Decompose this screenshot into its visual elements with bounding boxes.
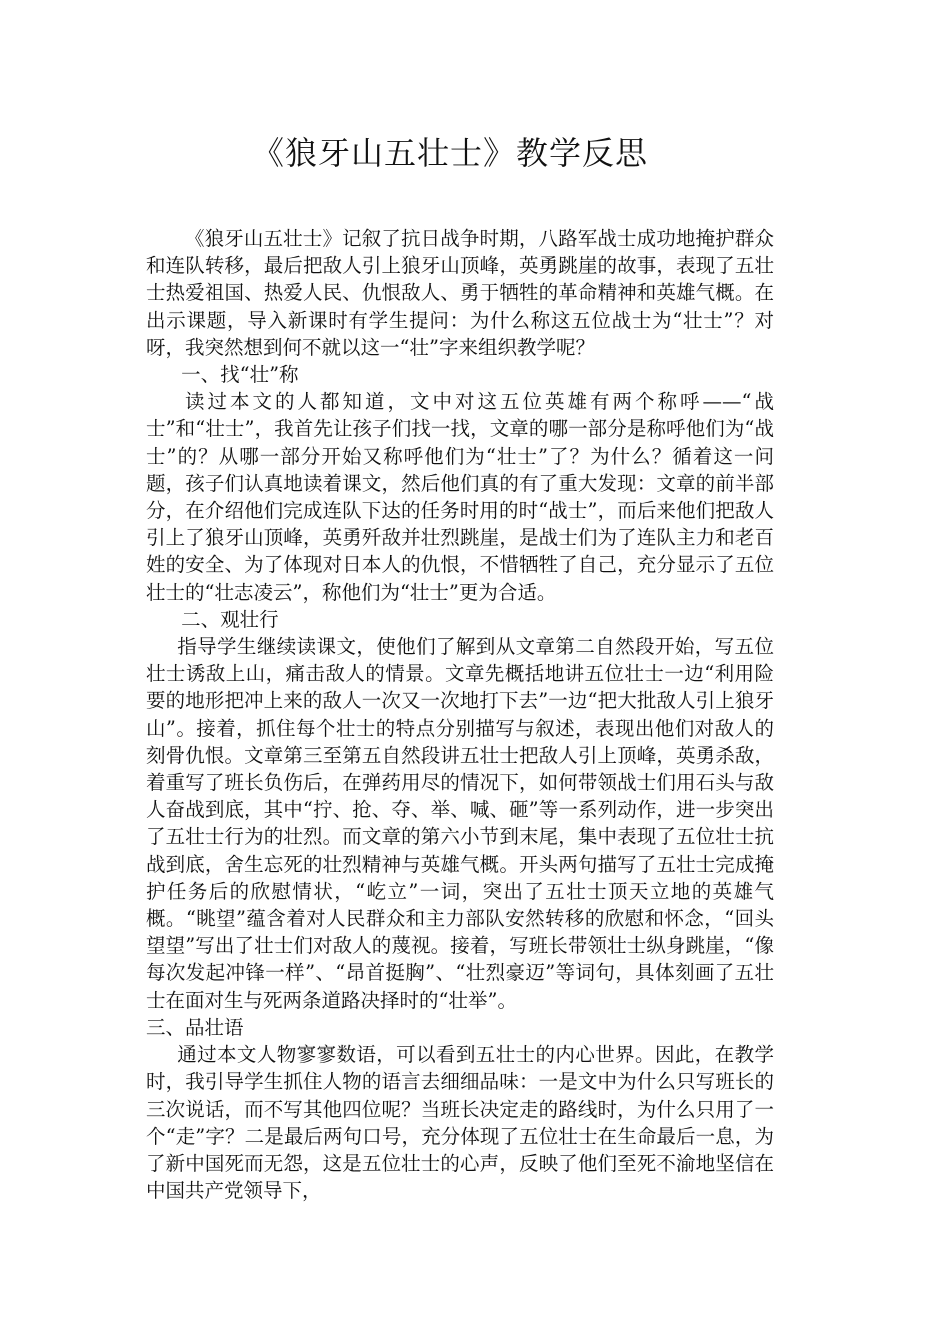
section-heading-3: 三、品壮语 — [146, 1015, 244, 1039]
document-title: 《狼牙山五壮士》教学反思 — [251, 134, 648, 172]
section-paragraph-3: 通过本文人物寥寥数语，可以看到五壮士的内心世界。因此，在教学时，我引导学生抓住人物的语言去细细品味：一是文中为什么只写班长的三次说话，而不写其他四位呢？当班长决定走的路线时，为什么只用了一个“走”字？二是最后两句口号，充分体现了五位壮士在生命最后一息，为了新中国死而无怨，这是五位壮士的心声，反映了他们至死不渝地坚信在中国共产党领导下， — [146, 1043, 774, 1203]
section-heading-1: 一、找“壮”称 — [181, 363, 299, 387]
section-paragraph-1: 读过本文的人都知道，文中对这五位英雄有两个称呼——“战士”和“壮士”，我首先让孩子们找一找，文章的哪一部分是称呼他们为“战士”的？从哪一部分开始又称呼他们为“壮士”了？为什么？循着这一问题，孩子们认真地读着课文，然后他们真的有了重大发现：文章的前半部分，在介绍他们完成连队下达的任务时用的时“战士”，而后来他们把敌人引上了狼牙山顶峰，英勇歼敌并壮烈跳崖，是战士们为了连队主力和老百姓的安全、为了体现对日本人的仇恨，不惜牺牲了自己，充分显示了五位壮士的“壮志凌云”，称他们为“壮士”更为合适。 — [146, 390, 774, 604]
intro-paragraph: 《狼牙山五壮士》记叙了抗日战争时期，八路军战士成功地掩护群众和连队转移，最后把敌人引上狼牙山顶峰，英勇跳崖的故事，表现了五壮士热爱祖国、热爱人民、仇恨敌人、勇于牺牲的革命精神和英雄气概。在出示课题，导入新课时有学生提问：为什么称这五位战士为“壮士”？对呀，我突然想到何不就以这一“壮”字来组织教学呢？ — [146, 227, 774, 359]
section-heading-2: 二、观壮行 — [181, 607, 279, 631]
document-body — [146, 225, 774, 1204]
section-paragraph-2: 指导学生继续读课文，使他们了解到从文章第二自然段开始，写五位壮士诱敌上山，痛击敌人的情景。文章先概括地讲五位壮士一边“利用险要的地形把冲上来的敌人一次又一次地打下去”一边“把大批敌人引上狼牙山”。接着，抓住每个壮士的特点分别描写与叙述，表现出他们对敌人的刻骨仇恨。文章第三至第五自然段讲五壮士把敌人引上顶峰，英勇杀敌，着重写了班长负伤后，在弹药用尽的情况下，如何带领战士们用石头与敌人奋战到底，其中“拧、抢、夺、举、喊、砸”等一系列动作，进一步突出了五壮士行为的壮烈。而文章的第六小节到末尾，集中表现了五位壮士抗战到底，舍生忘死的壮烈精神与英雄气概。开头两句描写了五壮士完成掩护任务后的欣慰情状，“屹立”一词，突出了五壮士顶天立地的英雄气概。“眺望”蕴含着对人民群众和主力部队安然转移的欣慰和怀念，“回头望望”写出了壮士们对敌人的蔑视。接着，写班长带领壮士纵身跳崖，“像每次发起冲锋一样”、“昂首挺胸”、“壮烈豪迈”等词句，具体刻画了五壮士在面对生与死两条道路决择时的“壮举”。 — [146, 635, 774, 1012]
